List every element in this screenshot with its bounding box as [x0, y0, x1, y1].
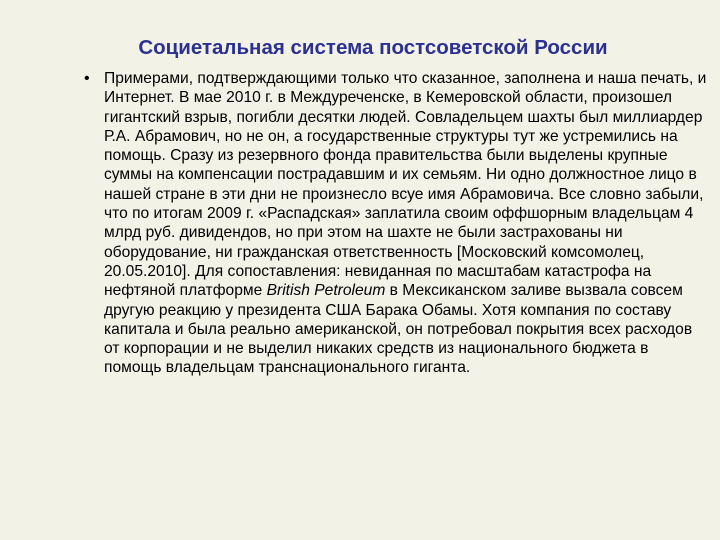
- slide-title: Социетальная система постсоветской России: [138, 36, 608, 59]
- paragraph-text-part1: Примерами, подтверждающими только что сказанное, заполнена и наша печать, и Интернет. В мае 2010 г. в Междуреченске, в Кемеровской области, произошел гигантский взрыв, погибли десятки людей. Совладельцем шахты был миллиардер Р.А. Абрамович, но не он, а государственные структуры тут же устремились на помощь. Сразу из резервного фонда правительства были выделены крупные суммы на компенсации пострадавшим и их семьям. Ни одно должностное лицо в нашей стране в эти дни не произнесло всуе имя Абрамовича. Все словно забыли, что по итогам 2009 г. «Распадская» заплатила своим оффшорным владельцам 4 млрд руб. дивидендов, но при этом на шахте не были застрахованы ни оборудование, ни гражданская ответственность [Московский комсомолец, 20.05.2010]. Для сопоставления: невиданная по масштабам катастрофа на нефтяной платформе: [104, 70, 707, 300]
- bullet-marker: •: [84, 70, 90, 87]
- paragraph-italic-company: British Petroleum: [266, 282, 386, 300]
- paragraph-text-part2: в Мексиканском заливе вызвала совсем другую реакцию у президента США Барака Обамы. Хотя компания по составу капитала и была реально американской, он потребовал покрытия всех расходов от корпорации и не выделил никаких средств из национального бюджета в помощь владельцам транснационального гиганта.: [104, 282, 693, 377]
- bullet-paragraph: [104, 69, 708, 378]
